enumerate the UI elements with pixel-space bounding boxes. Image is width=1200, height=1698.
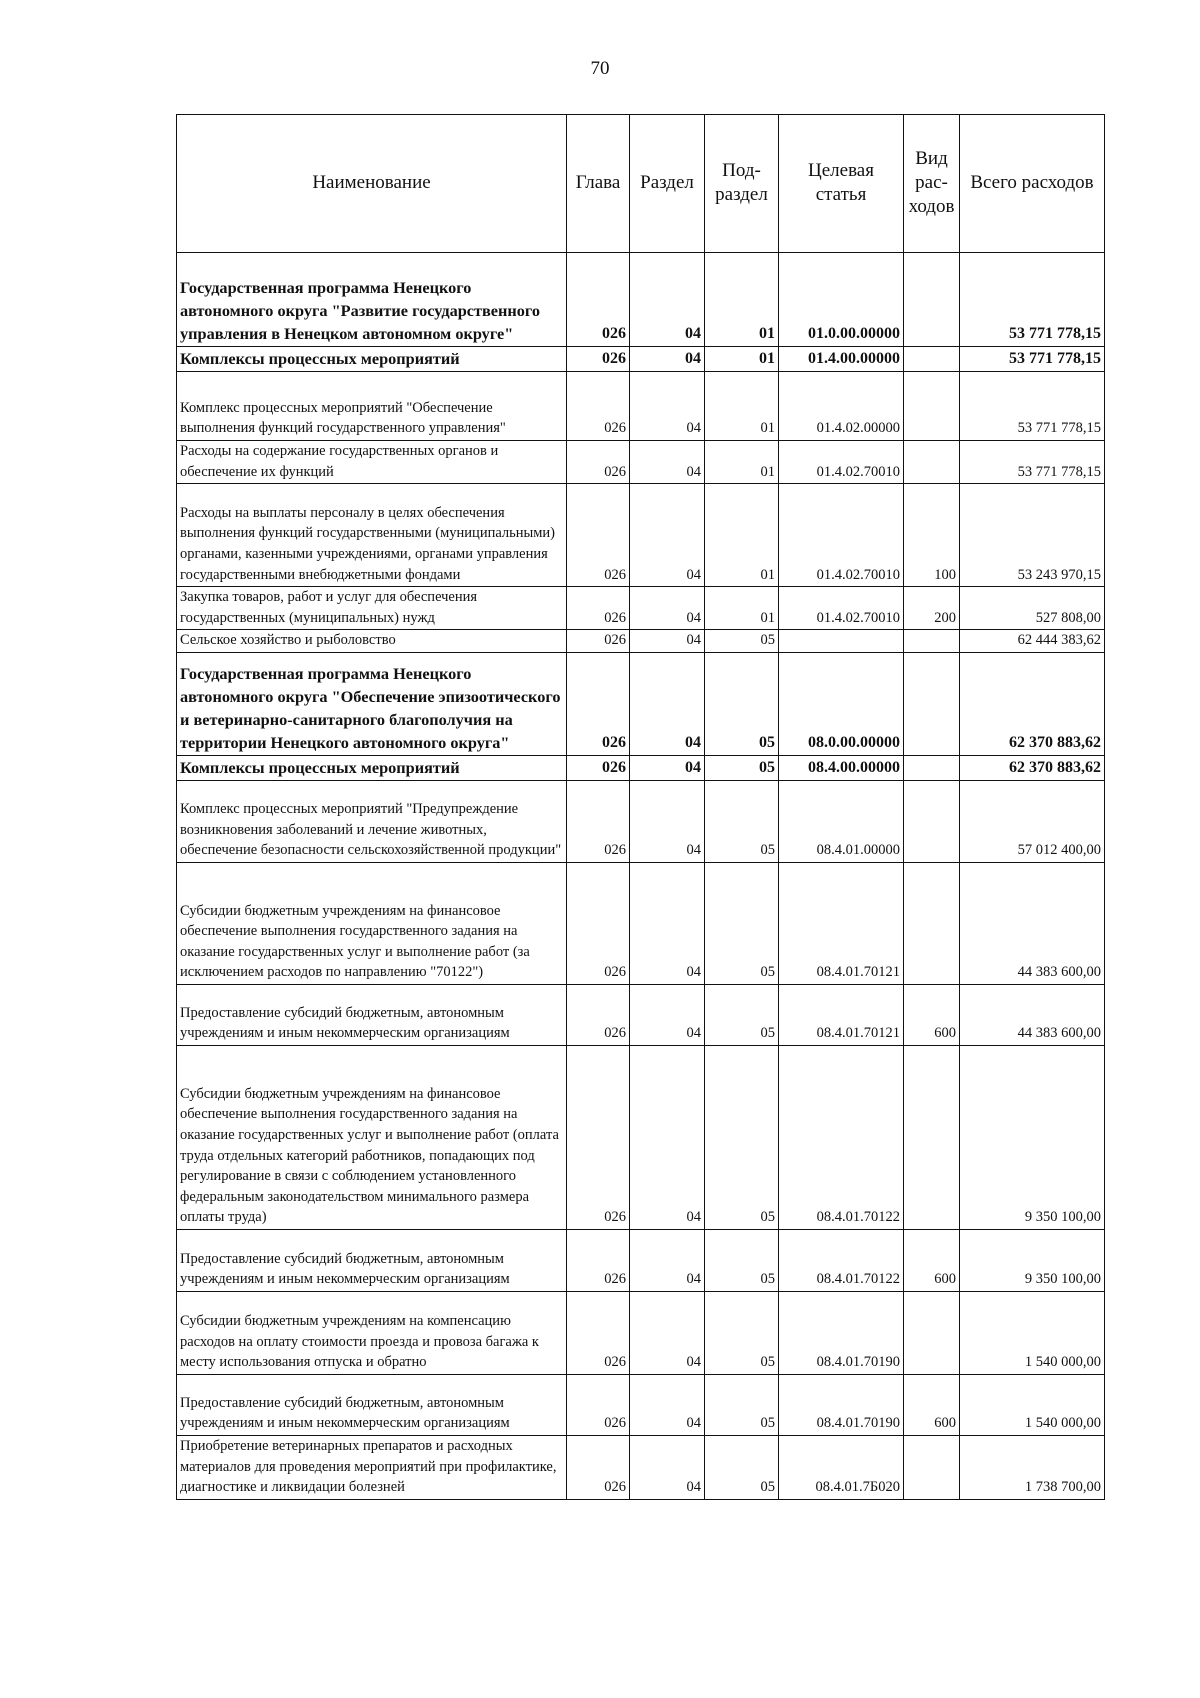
cell-statya: 08.4.01.70190 bbox=[779, 1374, 904, 1435]
cell-razdel: 04 bbox=[630, 441, 705, 484]
table-body bbox=[177, 253, 1105, 1500]
cell-glava: 026 bbox=[567, 652, 630, 755]
table-row bbox=[177, 441, 1105, 484]
table-row bbox=[177, 587, 1105, 630]
cell-razdel: 04 bbox=[630, 372, 705, 441]
cell-glava: 026 bbox=[567, 1374, 630, 1435]
cell-glava: 026 bbox=[567, 780, 630, 862]
cell-total: 44 383 600,00 bbox=[960, 984, 1105, 1045]
cell-vid: 600 bbox=[904, 1374, 960, 1435]
cell-name: Государственная программа Ненецкого автономного округа "Развитие государственного управления в Ненецком автономном округе" bbox=[177, 253, 567, 347]
cell-glava: 026 bbox=[567, 1229, 630, 1291]
cell-vid: 600 bbox=[904, 984, 960, 1045]
cell-vid bbox=[904, 862, 960, 984]
header-razdel: Раздел bbox=[630, 115, 705, 253]
cell-name: Субсидии бюджетным учреждениям на финансовое обеспечение выполнения государственного задания на оказание государственных услуг и выполнение работ (оплата труда отдельных категорий работников, попадающих под регулирование в связи с соблюдением установленного федеральным законодательством минимального размера оплаты труда) bbox=[177, 1045, 567, 1229]
cell-name: Субсидии бюджетным учреждениям на финансовое обеспечение выполнения государственного задания на оказание государственных услуг и выполнение работ (за исключением расходов по направлению "70122") bbox=[177, 862, 567, 984]
header-vid: Вид рас- ходов bbox=[904, 115, 960, 253]
cell-total: 53 243 970,15 bbox=[960, 484, 1105, 587]
cell-statya: 01.0.00.00000 bbox=[779, 253, 904, 347]
cell-total: 527 808,00 bbox=[960, 587, 1105, 630]
cell-glava: 026 bbox=[567, 587, 630, 630]
cell-statya: 08.4.01.70122 bbox=[779, 1045, 904, 1229]
cell-podrazdel: 05 bbox=[705, 1045, 779, 1229]
cell-name: Сельское хозяйство и рыболовство bbox=[177, 630, 567, 653]
cell-glava: 026 bbox=[567, 755, 630, 780]
cell-razdel: 04 bbox=[630, 862, 705, 984]
header-total: Всего расходов bbox=[960, 115, 1105, 253]
cell-razdel: 04 bbox=[630, 347, 705, 372]
cell-razdel: 04 bbox=[630, 587, 705, 630]
cell-statya: 08.4.01.7Б020 bbox=[779, 1435, 904, 1499]
table-row bbox=[177, 253, 1105, 347]
page-number: 70 bbox=[590, 58, 610, 79]
cell-razdel: 04 bbox=[630, 1374, 705, 1435]
table-header-row bbox=[177, 115, 1105, 253]
table-row bbox=[177, 1045, 1105, 1229]
cell-vid bbox=[904, 1045, 960, 1229]
cell-glava: 026 bbox=[567, 1291, 630, 1374]
cell-glava: 026 bbox=[567, 484, 630, 587]
cell-total: 1 540 000,00 bbox=[960, 1374, 1105, 1435]
cell-total: 53 771 778,15 bbox=[960, 253, 1105, 347]
cell-razdel: 04 bbox=[630, 630, 705, 653]
cell-vid bbox=[904, 1291, 960, 1374]
cell-razdel: 04 bbox=[630, 652, 705, 755]
cell-total: 44 383 600,00 bbox=[960, 862, 1105, 984]
cell-statya: 08.4.01.70122 bbox=[779, 1229, 904, 1291]
cell-statya: 01.4.02.70010 bbox=[779, 484, 904, 587]
table-row bbox=[177, 484, 1105, 587]
cell-name: Предоставление субсидий бюджетным, автономным учреждениям и иным некоммерческим организациям bbox=[177, 984, 567, 1045]
cell-statya: 08.4.01.70121 bbox=[779, 862, 904, 984]
cell-name: Закупка товаров, работ и услуг для обеспечения государственных (муниципальных) нужд bbox=[177, 587, 567, 630]
cell-vid bbox=[904, 372, 960, 441]
cell-name: Расходы на выплаты персоналу в целях обеспечения выполнения функций государственными (муниципальными) органами, казенными учреждениями, органами управления государственными внебюджетными фондами bbox=[177, 484, 567, 587]
cell-vid bbox=[904, 755, 960, 780]
cell-podrazdel: 05 bbox=[705, 1374, 779, 1435]
cell-vid bbox=[904, 253, 960, 347]
cell-razdel: 04 bbox=[630, 253, 705, 347]
cell-vid bbox=[904, 780, 960, 862]
table-row bbox=[177, 1374, 1105, 1435]
cell-statya: 08.4.00.00000 bbox=[779, 755, 904, 780]
cell-name: Субсидии бюджетным учреждениям на компенсацию расходов на оплату стоимости проезда и провоза багажа к месту использования отпуска и обратно bbox=[177, 1291, 567, 1374]
cell-podrazdel: 01 bbox=[705, 484, 779, 587]
cell-podrazdel: 05 bbox=[705, 780, 779, 862]
cell-name: Комплексы процессных мероприятий bbox=[177, 755, 567, 780]
cell-name: Государственная программа Ненецкого автономного округа "Обеспечение эпизоотического и ветеринарно-санитарного благополучия на территории Ненецкого автономного округа" bbox=[177, 652, 567, 755]
table-row bbox=[177, 755, 1105, 780]
table-row bbox=[177, 1291, 1105, 1374]
table-row bbox=[177, 862, 1105, 984]
cell-total: 57 012 400,00 bbox=[960, 780, 1105, 862]
cell-glava: 026 bbox=[567, 441, 630, 484]
cell-glava: 026 bbox=[567, 253, 630, 347]
cell-podrazdel: 01 bbox=[705, 587, 779, 630]
cell-vid bbox=[904, 1435, 960, 1499]
cell-glava: 026 bbox=[567, 630, 630, 653]
header-glava: Глава bbox=[567, 115, 630, 253]
cell-total: 9 350 100,00 bbox=[960, 1045, 1105, 1229]
cell-glava: 026 bbox=[567, 1045, 630, 1229]
cell-vid: 600 bbox=[904, 1229, 960, 1291]
cell-vid bbox=[904, 630, 960, 653]
cell-statya: 08.4.01.00000 bbox=[779, 780, 904, 862]
cell-razdel: 04 bbox=[630, 484, 705, 587]
cell-name: Предоставление субсидий бюджетным, автономным учреждениям и иным некоммерческим организациям bbox=[177, 1229, 567, 1291]
cell-podrazdel: 01 bbox=[705, 253, 779, 347]
cell-podrazdel: 05 bbox=[705, 1291, 779, 1374]
header-podrazdel: Под- раздел bbox=[705, 115, 779, 253]
cell-glava: 026 bbox=[567, 1435, 630, 1499]
cell-vid bbox=[904, 652, 960, 755]
cell-glava: 026 bbox=[567, 862, 630, 984]
cell-podrazdel: 05 bbox=[705, 1435, 779, 1499]
cell-razdel: 04 bbox=[630, 1229, 705, 1291]
cell-total: 62 370 883,62 bbox=[960, 755, 1105, 780]
cell-podrazdel: 01 bbox=[705, 441, 779, 484]
cell-total: 1 540 000,00 bbox=[960, 1291, 1105, 1374]
cell-podrazdel: 05 bbox=[705, 630, 779, 653]
cell-glava: 026 bbox=[567, 372, 630, 441]
cell-statya: 01.4.02.00000 bbox=[779, 372, 904, 441]
cell-podrazdel: 01 bbox=[705, 347, 779, 372]
cell-total: 53 771 778,15 bbox=[960, 347, 1105, 372]
cell-total: 53 771 778,15 bbox=[960, 372, 1105, 441]
cell-name: Расходы на содержание государственных органов и обеспечение их функций bbox=[177, 441, 567, 484]
cell-total: 53 771 778,15 bbox=[960, 441, 1105, 484]
cell-name: Приобретение ветеринарных препаратов и расходных материалов для проведения мероприятий при профилактике, диагностике и ликвидации болезней bbox=[177, 1435, 567, 1499]
cell-name: Комплексы процессных мероприятий bbox=[177, 347, 567, 372]
cell-name: Предоставление субсидий бюджетным, автономным учреждениям и иным некоммерческим организациям bbox=[177, 1374, 567, 1435]
cell-statya: 08.0.00.00000 bbox=[779, 652, 904, 755]
cell-podrazdel: 05 bbox=[705, 652, 779, 755]
cell-vid bbox=[904, 441, 960, 484]
cell-glava: 026 bbox=[567, 984, 630, 1045]
cell-podrazdel: 05 bbox=[705, 1229, 779, 1291]
cell-total: 62 444 383,62 bbox=[960, 630, 1105, 653]
table-row bbox=[177, 1229, 1105, 1291]
cell-podrazdel: 05 bbox=[705, 984, 779, 1045]
cell-podrazdel: 05 bbox=[705, 862, 779, 984]
cell-name: Комплекс процессных мероприятий "Обеспечение выполнения функций государственного управления" bbox=[177, 372, 567, 441]
cell-statya: 08.4.01.70121 bbox=[779, 984, 904, 1045]
budget-table bbox=[176, 114, 1105, 1500]
cell-total: 1 738 700,00 bbox=[960, 1435, 1105, 1499]
table-row bbox=[177, 652, 1105, 755]
cell-razdel: 04 bbox=[630, 755, 705, 780]
cell-name: Комплекс процессных мероприятий "Предупреждение возникновения заболеваний и лечение животных, обеспечение безопасности сельскохозяйственной продукции" bbox=[177, 780, 567, 862]
cell-statya bbox=[779, 630, 904, 653]
table-row bbox=[177, 984, 1105, 1045]
cell-razdel: 04 bbox=[630, 1291, 705, 1374]
cell-statya: 01.4.00.00000 bbox=[779, 347, 904, 372]
cell-vid: 100 bbox=[904, 484, 960, 587]
cell-statya: 01.4.02.70010 bbox=[779, 587, 904, 630]
cell-razdel: 04 bbox=[630, 1045, 705, 1229]
cell-podrazdel: 01 bbox=[705, 372, 779, 441]
cell-podrazdel: 05 bbox=[705, 755, 779, 780]
cell-razdel: 04 bbox=[630, 984, 705, 1045]
cell-statya: 08.4.01.70190 bbox=[779, 1291, 904, 1374]
cell-vid: 200 bbox=[904, 587, 960, 630]
cell-vid bbox=[904, 347, 960, 372]
cell-glava: 026 bbox=[567, 347, 630, 372]
cell-total: 62 370 883,62 bbox=[960, 652, 1105, 755]
table-row bbox=[177, 630, 1105, 653]
table-row bbox=[177, 347, 1105, 372]
table-row bbox=[177, 780, 1105, 862]
cell-razdel: 04 bbox=[630, 780, 705, 862]
header-name: Наименование bbox=[177, 115, 567, 253]
table-row bbox=[177, 1435, 1105, 1499]
cell-statya: 01.4.02.70010 bbox=[779, 441, 904, 484]
table-row bbox=[177, 372, 1105, 441]
header-statya: Целевая статья bbox=[779, 115, 904, 253]
cell-razdel: 04 bbox=[630, 1435, 705, 1499]
cell-total: 9 350 100,00 bbox=[960, 1229, 1105, 1291]
